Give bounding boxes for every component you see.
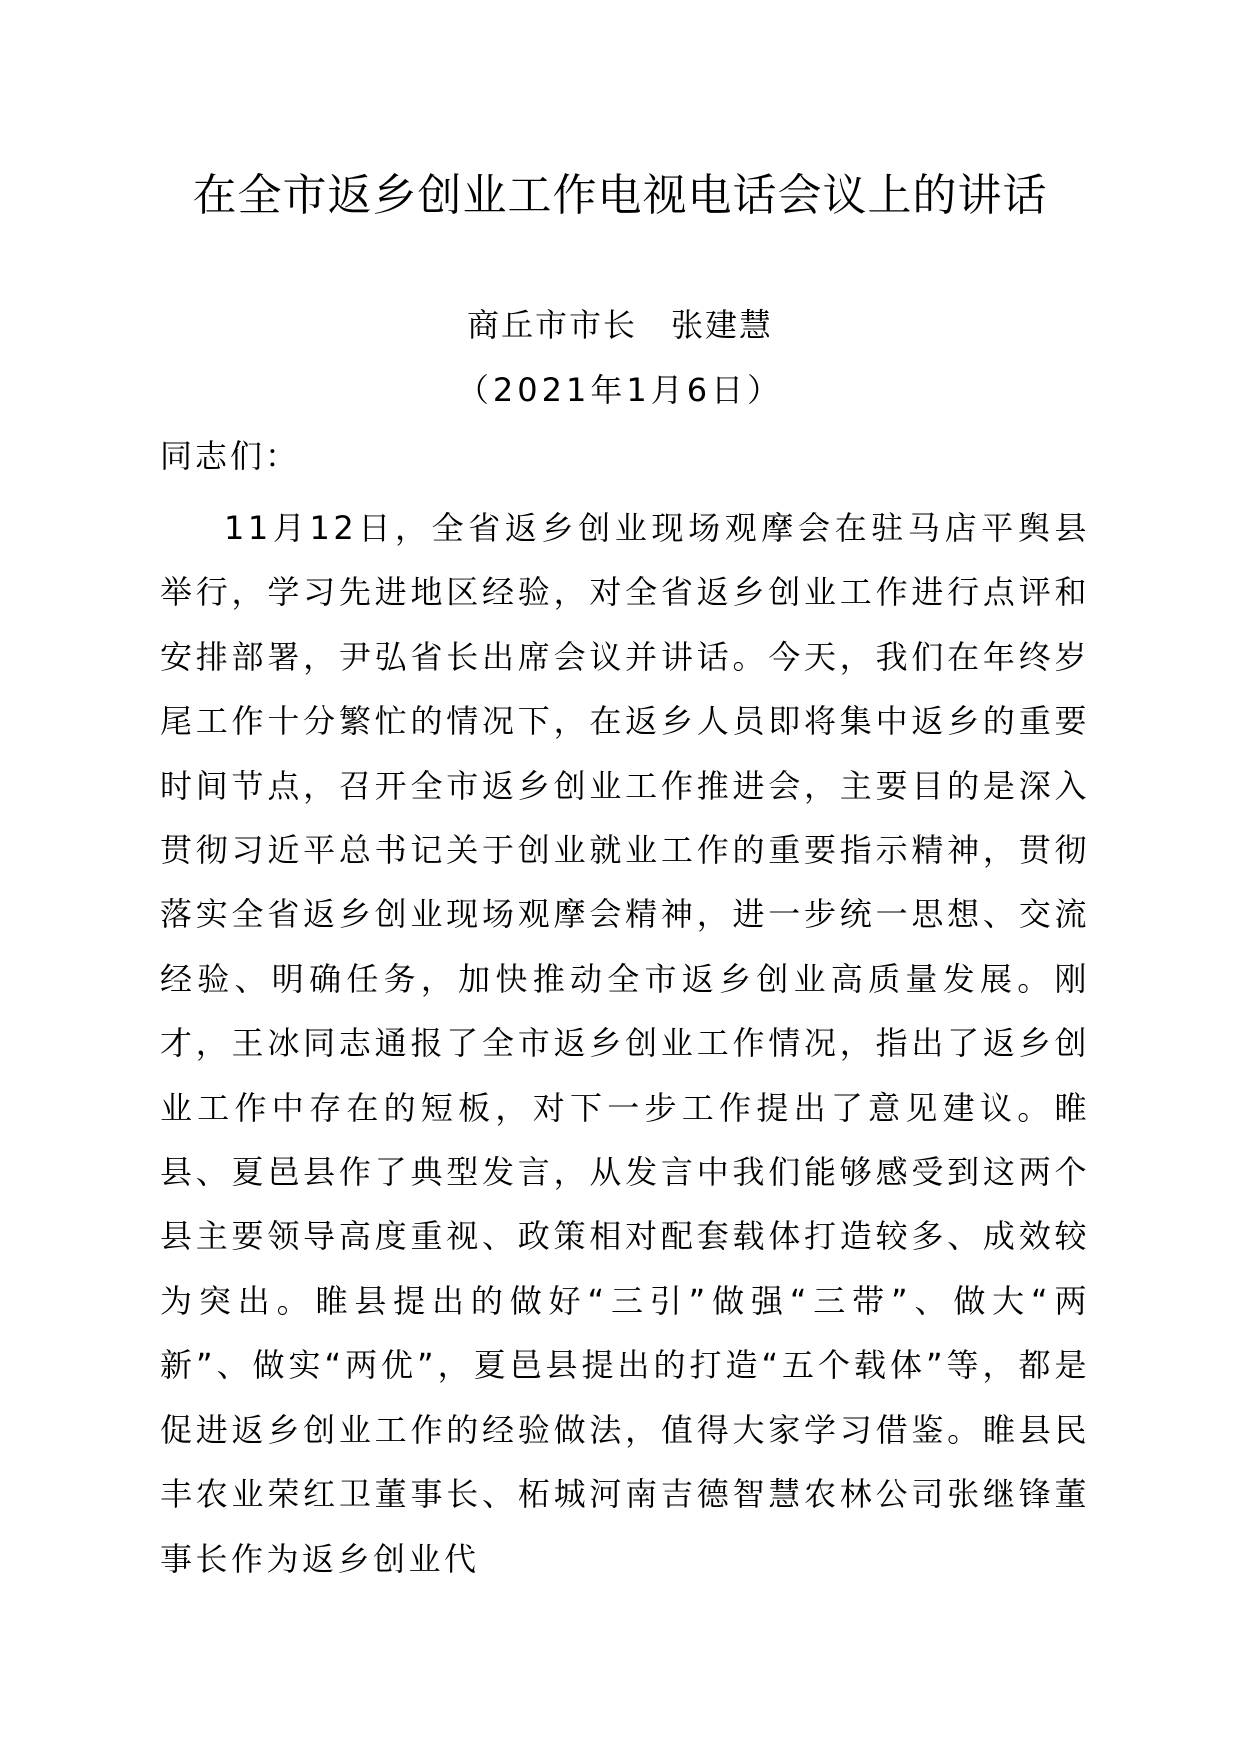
salutation: 同志们： [160, 437, 301, 475]
date-line: （2021年1月6日） [456, 371, 784, 409]
document-title: 在全市返乡创业工作电视电话会议上的讲话 [192, 170, 1048, 221]
body-paragraph: 11月12日，全省返乡创业现场观摩会在驻马店平舆县举行，学习先进地区经验，对全省返乡创业工作进行点评和安排部署，尹弘省长出席会议并讲话。今天，我们在年终岁尾工作十分繁忙的情况下，在返乡人员即将集中返乡的重要时间节点，召开全市返乡创业工作推进会，主要目的是深入贯彻习近平总书记关于创业就业工作的重要指示精神，贯彻落实全省返乡创业现场观摩会精神，进一步统一思想、交流经验、明确任务，加快推动全市返乡创业高质量发展。刚才，王冰同志通报了全市返乡创业工作情况，指出了返乡创业工作中存在的短板，对下一步工作提出了意见建议。睢县、夏邑县作了典型发言，从发言中我们能够感受到这两个县主要领导高度重视、政策相对配套载体打造较多、成效较为突出。睢县提出的做好“三引”做强“三带”、做大“两新”、做实“两优”，夏邑县提出的打造“五个载体”等，都是促进返乡创业工作的经验做法，值得大家学习借鉴。睢县民丰农业荣红卫董事长、柘城河南吉德智慧农林公司张继锋董事长作为返乡创业代 [160, 509, 1090, 1578]
author-line: 商丘市市长 张建慧 [466, 306, 773, 344]
